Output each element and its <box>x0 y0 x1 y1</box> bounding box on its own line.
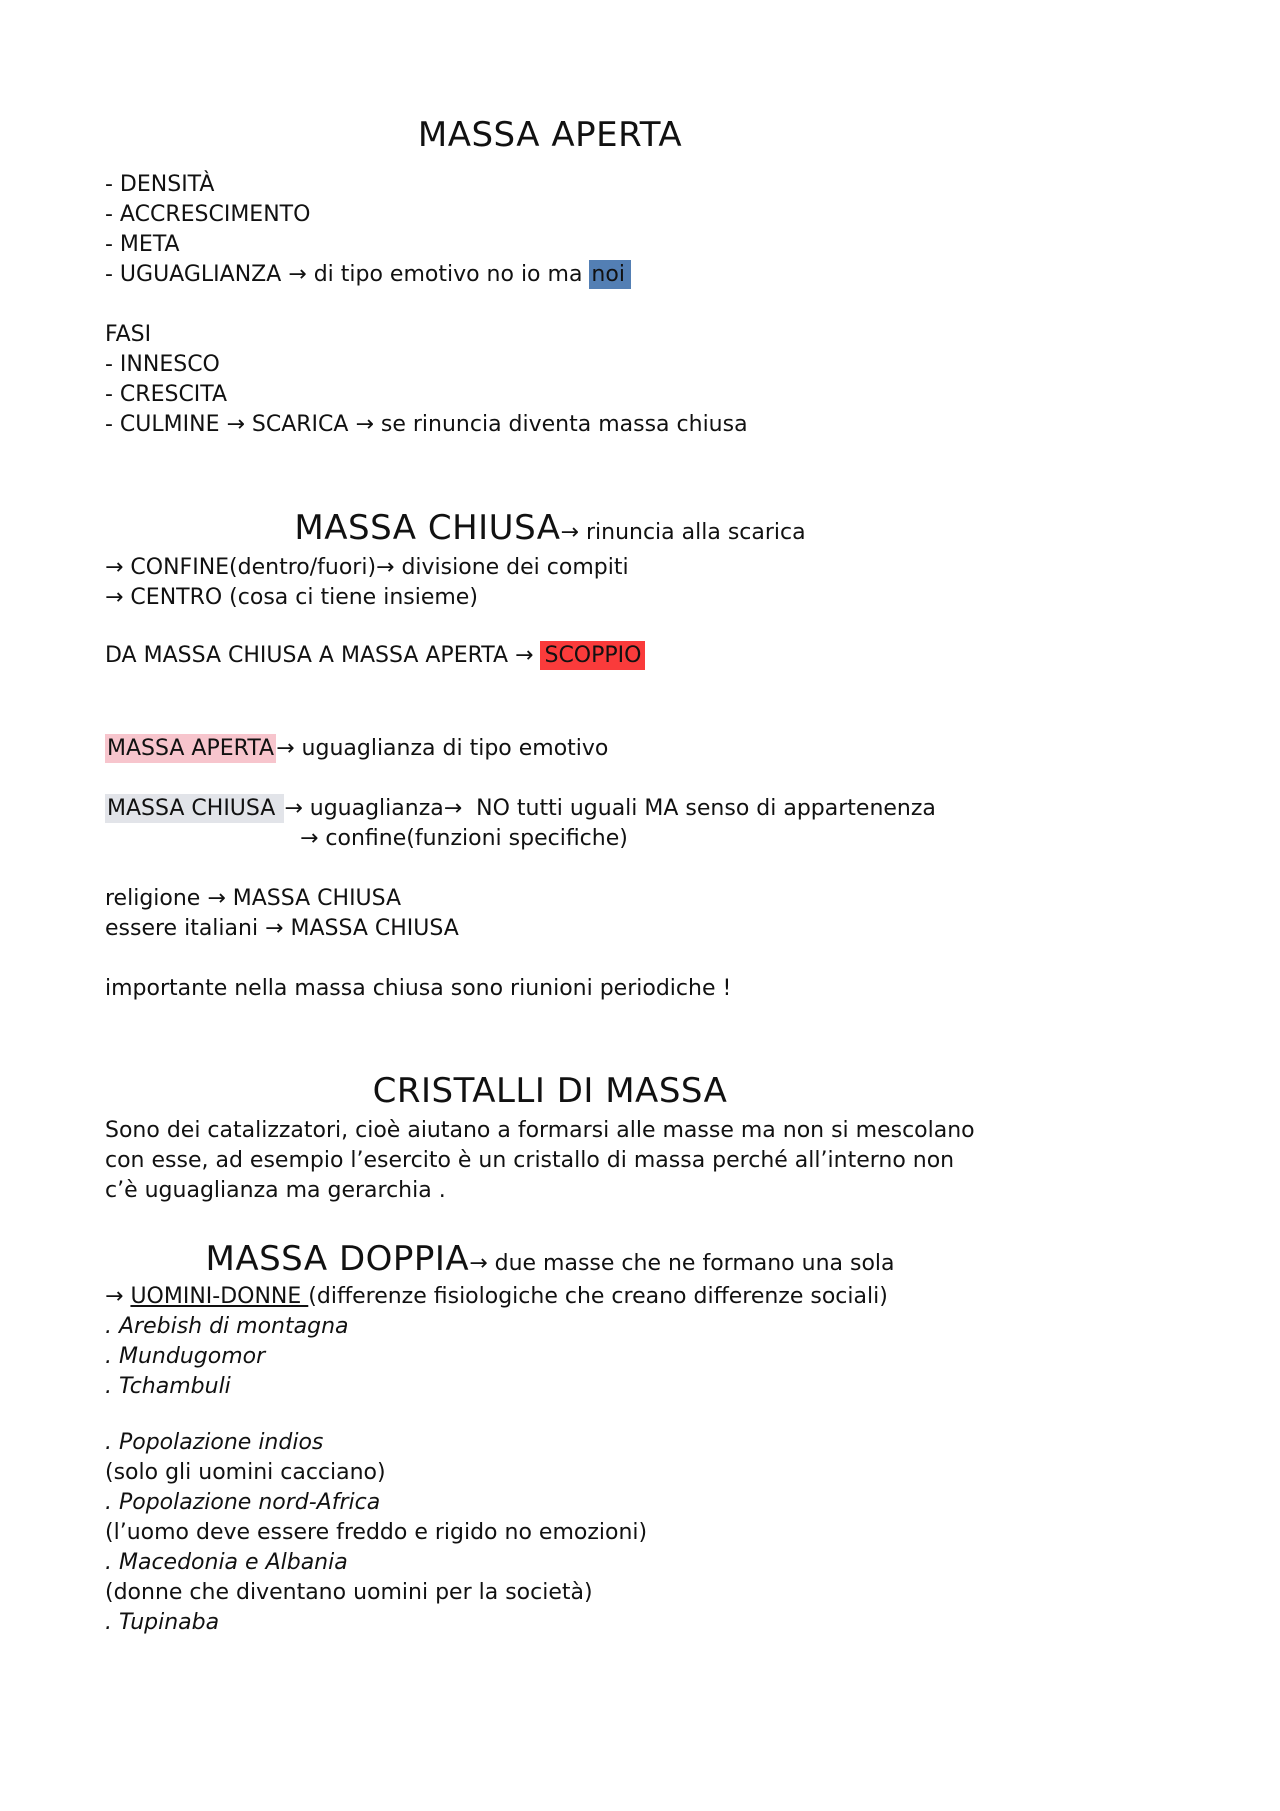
label-fasi: FASI <box>105 322 152 347</box>
line-massa-aperta-def <box>105 734 1210 764</box>
heading-massa-aperta: MASSA APERTA <box>417 115 683 155</box>
paragraph-cristalli-line-1: Sono dei catalizzatori, cioè aiutano a formarsi alle masse ma non si mescolano <box>105 1118 975 1143</box>
uomini-donne-note: (differenze fisiologiche che creano differenze sociali) <box>308 1284 888 1309</box>
note-popolazione-indios: (solo gli uomini cacciano) <box>105 1460 386 1485</box>
note-macedonia-albania: (donne che diventano uomini per la società) <box>105 1580 593 1605</box>
highlight-noi: noi <box>589 260 631 289</box>
line-importante: importante nella massa chiusa sono riunioni periodiche ! <box>105 976 732 1001</box>
list-item-culmine: - CULMINE → SCARICA → se rinuncia diventa massa chiusa <box>105 412 748 437</box>
highlight-scoppio: SCOPPIO <box>540 641 645 670</box>
highlight-massa-chiusa: MASSA CHIUSA <box>107 796 283 821</box>
list-item-tupinaba: . Tupinaba <box>105 1610 220 1635</box>
uguaglianza-text: - UGUAGLIANZA → di tipo emotivo no io ma <box>105 262 590 287</box>
line-uomini-donne <box>105 1282 1210 1312</box>
list-item-popolazione-nord-africa: . Popolazione nord-Africa <box>105 1490 381 1515</box>
line-essere-italiani: essere italiani → MASSA CHIUSA <box>105 916 459 941</box>
paragraph-cristalli-line-3: c’è uguaglianza ma gerarchia . <box>105 1178 446 1203</box>
list-item-arebish: . Arebish di montagna <box>105 1314 349 1339</box>
uomini-donne-underlined: UOMINI-DONNE <box>130 1284 309 1309</box>
line-massa-chiusa-def <box>105 794 1210 824</box>
scoppio-text: DA MASSA CHIUSA A MASSA APERTA → <box>105 643 541 668</box>
heading-massa-doppia: MASSA DOPPIA <box>205 1239 470 1279</box>
line-confine-funzioni: → confine(funzioni specifiche) <box>300 826 628 851</box>
list-item-tchambuli: . Tchambuli <box>105 1374 231 1399</box>
list-item-innesco: - INNESCO <box>105 352 220 377</box>
list-item-crescita: - CRESCITA <box>105 382 228 407</box>
list-item-mundugomor: . Mundugomor <box>105 1344 266 1369</box>
heading-massa-doppia-suffix: → due masse che ne formano una sola <box>469 1251 895 1276</box>
uomini-donne-arrow: → <box>105 1284 131 1309</box>
list-item-meta: - META <box>105 232 180 257</box>
line-religione: religione → MASSA CHIUSA <box>105 886 402 911</box>
list-item-popolazione-indios: . Popolazione indios <box>105 1430 324 1455</box>
line-confine: → CONFINE(dentro/fuori)→ divisione dei compiti <box>105 555 629 580</box>
list-item-uguaglianza <box>105 260 1210 290</box>
list-item-densita: - DENSITÀ <box>105 172 215 197</box>
heading-massa-chiusa-suffix: → rinuncia alla scarica <box>560 520 806 545</box>
paragraph-cristalli-line-2: con esse, ad esempio l’esercito è un cristallo di massa perché all’interno non <box>105 1148 955 1173</box>
section-cristalli-heading <box>105 1068 995 1114</box>
list-item-accrescimento: - ACCRESCIMENTO <box>105 202 311 227</box>
line-scoppio <box>105 641 1210 671</box>
heading-cristalli-di-massa: CRISTALLI DI MASSA <box>372 1071 728 1111</box>
heading-massa-chiusa: MASSA CHIUSA <box>294 508 561 548</box>
section-massa-aperta-heading <box>105 112 995 158</box>
massa-chiusa-def-text: → uguaglianza→ NO tutti uguali MA senso di appartenenza <box>284 796 936 821</box>
section-massa-chiusa-heading <box>105 505 995 551</box>
list-item-macedonia-albania: . Macedonia e Albania <box>105 1550 348 1575</box>
section-massa-doppia-heading <box>105 1236 995 1282</box>
highlight-massa-aperta: MASSA APERTA <box>107 736 275 761</box>
line-centro: → CENTRO (cosa ci tiene insieme) <box>105 585 478 610</box>
note-popolazione-nord-africa: (l’uomo deve essere freddo e rigido no emozioni) <box>105 1520 648 1545</box>
massa-aperta-def-text: → uguaglianza di tipo emotivo <box>276 736 609 761</box>
